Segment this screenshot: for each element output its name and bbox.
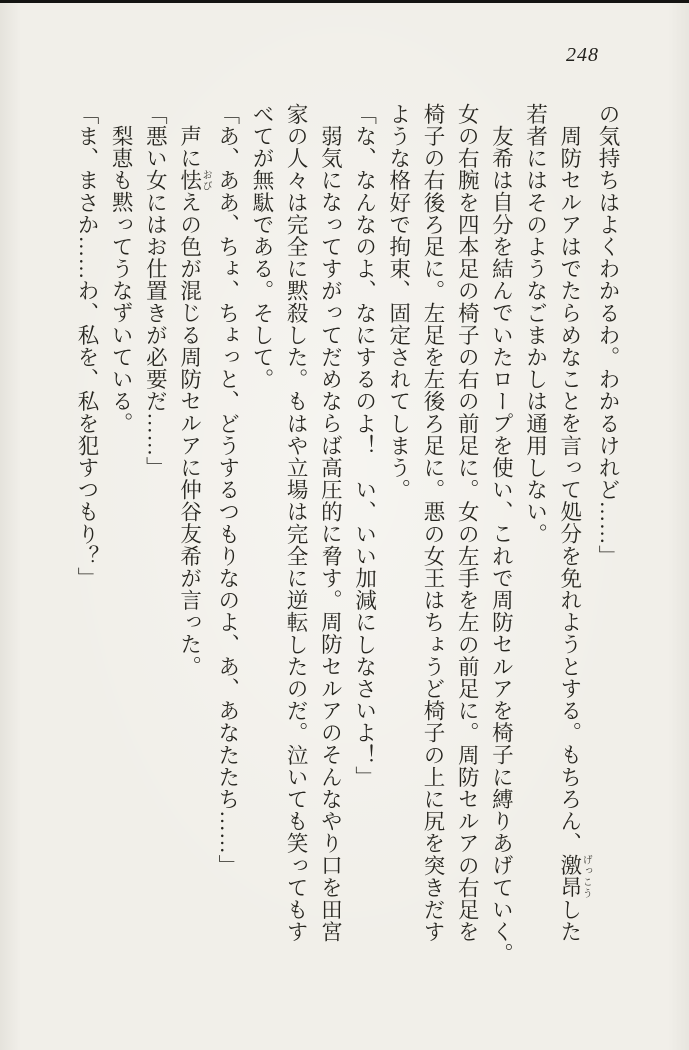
text-line: 梨恵も黙ってうなずいている。 <box>109 124 134 434</box>
text-line: 椅子の右後ろ足に。左足を左後ろ足に。悪の女王はちょうど椅子の上に尻を突きだす <box>420 103 445 943</box>
text-line: 「ま、まさか……わ、私を、私を犯すつもり？」 <box>74 103 99 590</box>
text-line: 声に怯おびえの色が混じる周防セルアに仲谷友希が言った。 <box>177 124 212 678</box>
text-line: 家の人々は完全に黙殺した。もはや立場は完全に逆転したのだ。泣いても笑ってもす <box>284 103 309 943</box>
page-number: 248 <box>566 44 599 66</box>
page-top-edge-shadow <box>0 0 689 3</box>
text-line: の気持ちはよくわかるわ。わかるけれど……」 <box>596 103 620 568</box>
text-line: 「悪い女にはお仕置きが必要だ……」 <box>143 103 168 479</box>
text-line: 弱気になってすがってだめならば高圧的に脅す。周防セルアのそんなやり口を田宮 <box>318 124 343 943</box>
text-block <box>70 103 625 965</box>
text-line: 周防セルアはでたらめなことを言って処分を免れようとする。もちろん、激昂げっこうした <box>557 124 592 943</box>
furigana-annotated-word: 激昂げっこう <box>557 853 592 899</box>
text-line: 友希は自分を結んでいたロープを使い、これで周防セルアを椅子に縛りあげていく。 <box>489 124 514 965</box>
text-line: 「な、なんなのよ、なにするのよ！ い、いい加減にしなさいよ！」 <box>352 103 377 789</box>
text-line: ような格好で拘束、固定されてしまう。 <box>386 103 411 501</box>
furigana-annotated-word: 怯おび <box>177 168 212 191</box>
text-line: 若者にはそのようなごまかしは通用しない。 <box>523 103 548 545</box>
text-line: べてが無駄である。そして。 <box>249 103 274 391</box>
text-line: 女の右腕を四本足の椅子の右の前足に。女の左手を左の前足に。周防セルアの右足を <box>455 103 480 943</box>
text-line: 「あ、ああ、ちょ、ちょっと、どうするつもりなのよ、あ、あなたたち……」 <box>215 103 240 877</box>
